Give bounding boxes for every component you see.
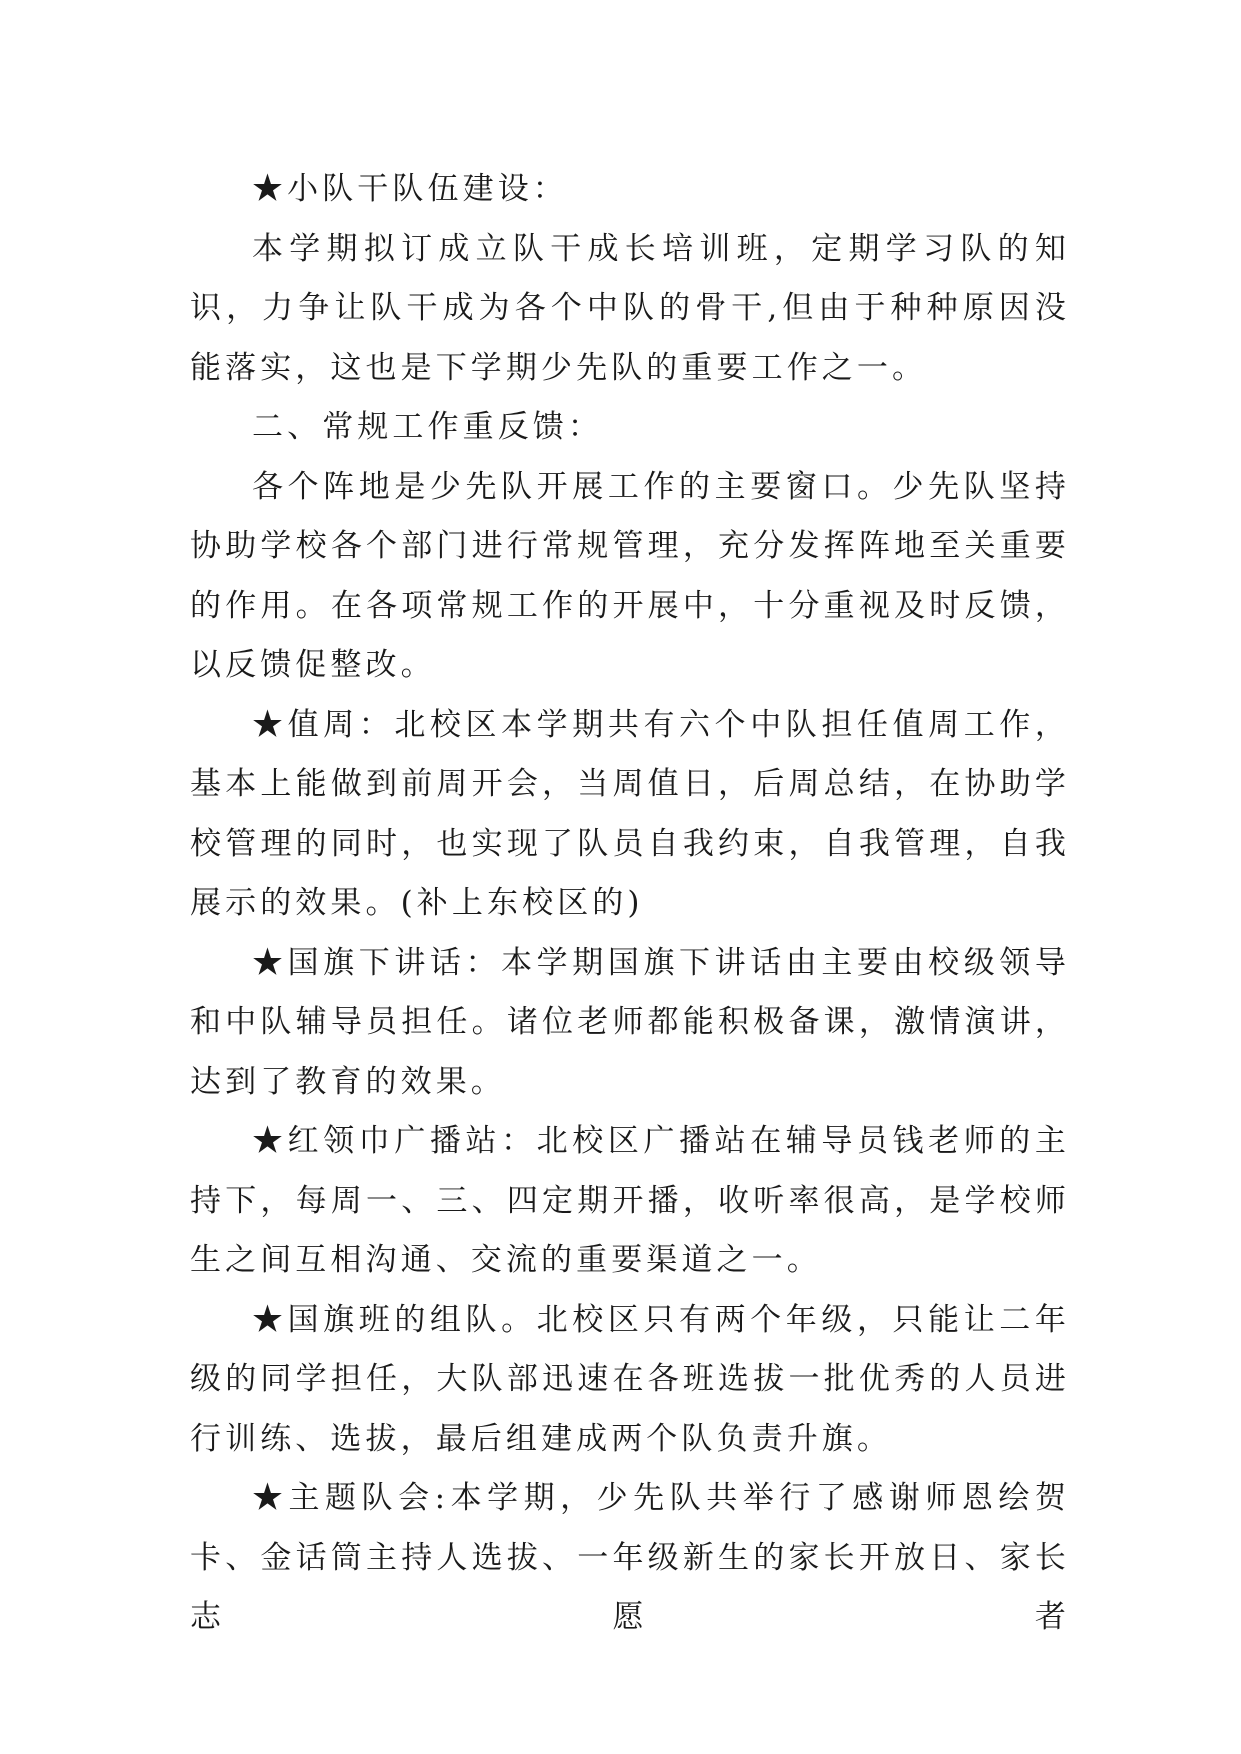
paragraph-flag-speech: ★国旗下讲话：本学期国旗下讲话由主要由校级领导和中队辅导员担任。诸位老师都能积极备课，激情演讲，达到了教育的效果。 bbox=[190, 944, 1070, 1100]
paragraph-routine-work: 各个阵地是少先队开展工作的主要窗口。少先队坚持协助学校各个部门进行常规管理，充分发挥阵地至关重要的作用。在各项常规工作的开展中，十分重视及时反馈，以反馈促整改。 bbox=[190, 468, 1070, 683]
paragraph-flag-team: ★国旗班的组队。北校区只有两个年级，只能让二年级的同学担任，大队部迅速在各班选拔一批优秀的人员进行训练、选拔，最后组建成两个队负责升旗。 bbox=[190, 1301, 1070, 1457]
paragraph-team-leaders-heading: ★小队干队伍建设： bbox=[252, 171, 568, 207]
document-body bbox=[190, 160, 1070, 1648]
paragraph-section-two-heading: 二、常规工作重反馈： bbox=[252, 409, 603, 445]
paragraph-team-leaders-body: 本学期拟订成立队干成长培训班，定期学习队的知识，力争让队干成为各个中队的骨干,但由于种种原因没能落实，这也是下学期少先队的重要工作之一。 bbox=[190, 230, 1070, 386]
paragraph-theme-meeting: ★主题队会:本学期，少先队共举行了感谢师恩绘贺卡、金话筒主持人选拔、一年级新生的家长开放日、家长志愿者 bbox=[190, 1480, 1070, 1635]
paragraph-weekly-duty: ★值周：北校区本学期共有六个中队担任值周工作，基本上能做到前周开会，当周值日，后周总结，在协助学校管理的同时，也实现了队员自我约束，自我管理，自我展示的效果。(补上东校区的) bbox=[190, 706, 1070, 921]
paragraph-radio-station: ★红领巾广播站：北校区广播站在辅导员钱老师的主持下，每周一、三、四定期开播，收听率很高，是学校师生之间互相沟通、交流的重要渠道之一。 bbox=[190, 1123, 1070, 1278]
